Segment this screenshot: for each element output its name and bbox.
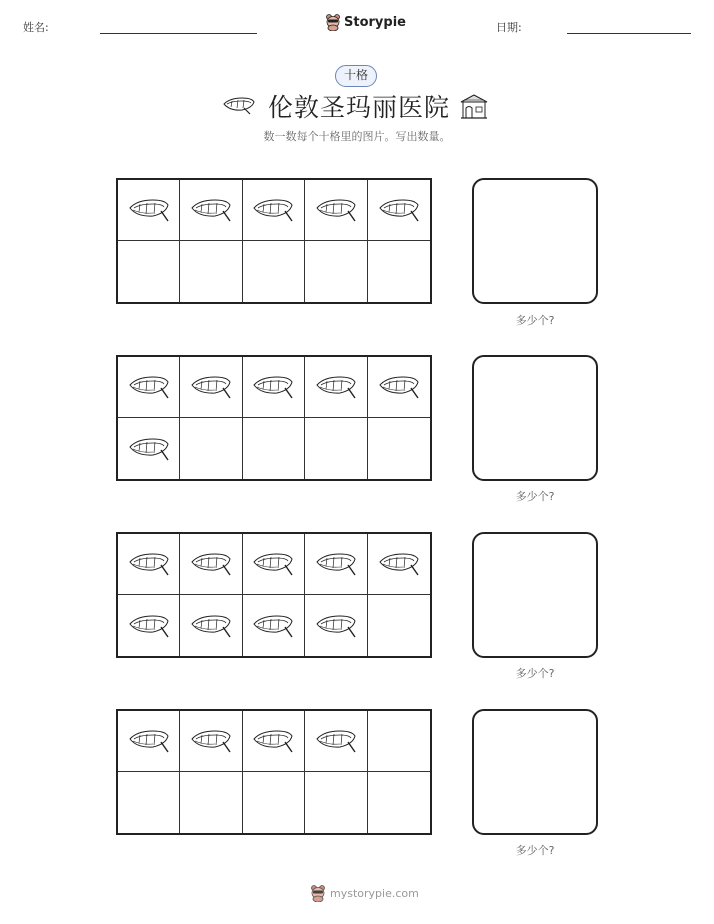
date-line[interactable] xyxy=(567,33,691,34)
rowboat-icon xyxy=(377,195,421,225)
question-label-4: 多少个? xyxy=(515,844,555,857)
name-line[interactable] xyxy=(100,33,257,34)
ten-frame-cell xyxy=(368,534,430,595)
ten-frame-cell xyxy=(180,772,242,833)
storypie-mascot-icon xyxy=(310,884,326,902)
ten-frame-cell xyxy=(243,772,305,833)
answer-box-3[interactable] xyxy=(472,532,598,658)
rowboat-icon xyxy=(127,611,171,641)
ten-frame-cell xyxy=(180,595,242,656)
ten-frame-cell xyxy=(118,180,180,241)
ten-frame-2 xyxy=(116,355,432,481)
name-label: 姓名: xyxy=(23,21,49,34)
question-label-3: 多少个? xyxy=(515,667,555,680)
rowboat-icon xyxy=(189,372,233,402)
rowboat-icon xyxy=(377,549,421,579)
rowboat-icon xyxy=(377,372,421,402)
page-title: 伦敦圣玛丽医院 xyxy=(268,93,451,122)
ten-frame-cell xyxy=(368,357,430,418)
answer-box-4[interactable] xyxy=(472,709,598,835)
ten-frame-cell xyxy=(305,357,367,418)
answer-box-2[interactable] xyxy=(472,355,598,481)
question-label-2: 多少个? xyxy=(515,490,555,503)
ten-frame-cell xyxy=(180,180,242,241)
rowboat-icon xyxy=(314,195,358,225)
rowboat-icon xyxy=(127,726,171,756)
ten-frame-4 xyxy=(116,709,432,835)
ten-frame-cell xyxy=(368,241,430,302)
ten-frame-cell xyxy=(243,418,305,479)
ten-frame-cell xyxy=(368,772,430,833)
ten-frame-cell xyxy=(243,595,305,656)
answer-box-1[interactable] xyxy=(472,178,598,304)
rowboat-icon xyxy=(222,94,256,116)
question-label-1: 多少个? xyxy=(515,314,555,327)
rowboat-icon xyxy=(189,195,233,225)
hospital-building-icon xyxy=(458,92,490,120)
ten-frame-cell xyxy=(305,418,367,479)
rowboat-icon xyxy=(314,726,358,756)
ten-frame-cell xyxy=(118,534,180,595)
ten-frame-cell xyxy=(118,241,180,302)
ten-frame-cell xyxy=(243,241,305,302)
ten-frame-cell xyxy=(243,180,305,241)
rowboat-icon xyxy=(314,372,358,402)
rowboat-icon xyxy=(314,611,358,641)
ten-frame-cell xyxy=(305,772,367,833)
date-label: 日期: xyxy=(496,21,522,34)
ten-frame-cell xyxy=(305,711,367,772)
instructions: 数一数每个十格里的图片。写出数量。 xyxy=(263,130,451,143)
rowboat-icon xyxy=(189,726,233,756)
footer-url: mystorypie.com xyxy=(330,886,419,900)
brand-logo xyxy=(325,13,406,31)
ten-frame-cell xyxy=(118,595,180,656)
ten-frame-cell xyxy=(368,595,430,656)
rowboat-icon xyxy=(251,726,295,756)
ten-frame-cell xyxy=(243,534,305,595)
ten-frame-cell xyxy=(180,418,242,479)
ten-frame-3 xyxy=(116,532,432,658)
ten-frame-cell xyxy=(243,357,305,418)
ten-frame-cell xyxy=(118,711,180,772)
ten-frame-cell xyxy=(305,595,367,656)
ten-frame-cell xyxy=(243,711,305,772)
rowboat-icon xyxy=(127,549,171,579)
ten-frame-cell xyxy=(118,357,180,418)
rowboat-icon xyxy=(251,549,295,579)
ten-frame-cell xyxy=(180,534,242,595)
rowboat-icon xyxy=(251,611,295,641)
title-row xyxy=(0,88,714,122)
footer xyxy=(310,884,419,902)
ten-frame-cell xyxy=(118,418,180,479)
rowboat-icon xyxy=(314,549,358,579)
ten-frame-cell xyxy=(180,357,242,418)
rowboat-icon xyxy=(251,372,295,402)
ten-frame-cell xyxy=(368,711,430,772)
ten-frame-cell xyxy=(305,534,367,595)
ten-frame-cell xyxy=(118,772,180,833)
rowboat-icon xyxy=(189,549,233,579)
rowboat-icon xyxy=(127,434,171,464)
rowboat-icon xyxy=(189,611,233,641)
ten-frame-cell xyxy=(305,180,367,241)
ten-frame-cell xyxy=(368,418,430,479)
rowboat-icon xyxy=(127,372,171,402)
ten-frame-badge: 十格 xyxy=(335,65,377,87)
ten-frame-1 xyxy=(116,178,432,304)
storypie-mascot-icon xyxy=(325,13,341,31)
ten-frame-cell xyxy=(180,241,242,302)
ten-frame-cell xyxy=(305,241,367,302)
ten-frame-cell xyxy=(180,711,242,772)
rowboat-icon xyxy=(251,195,295,225)
brand-name: Storypie xyxy=(344,14,406,30)
rowboat-icon xyxy=(127,195,171,225)
ten-frame-cell xyxy=(368,180,430,241)
